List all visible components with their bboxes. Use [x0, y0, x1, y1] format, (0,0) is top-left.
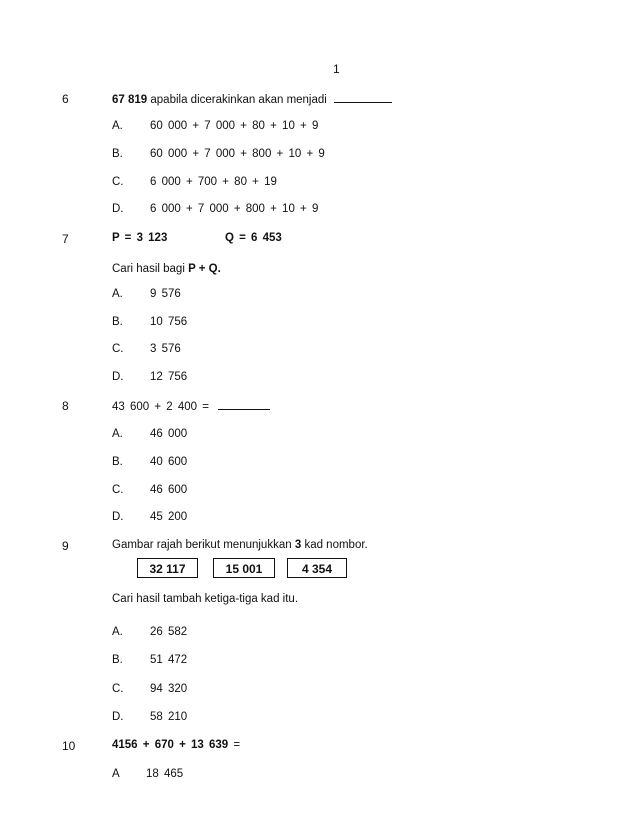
- question-text: kad nombor.: [304, 539, 368, 551]
- question-stem: [112, 399, 270, 413]
- page-number: 1: [333, 62, 340, 76]
- question-number: 10: [62, 739, 76, 753]
- option-label: C.: [112, 683, 124, 695]
- option-value: 58 210: [150, 711, 188, 723]
- question-text: =: [233, 739, 241, 751]
- option-label: C.: [112, 343, 124, 355]
- option-label: D.: [112, 371, 124, 383]
- option-label: A.: [112, 428, 123, 440]
- option-label: A: [112, 768, 120, 780]
- option-value: 94 320: [150, 683, 188, 695]
- option-value: 60 000 + 7 000 + 80 + 10 + 9: [150, 120, 319, 132]
- option-value: 6 000 + 700 + 80 + 19: [150, 176, 277, 188]
- option-label: A.: [112, 626, 123, 638]
- option-label: D.: [112, 203, 124, 215]
- option-value: 18 465: [146, 768, 184, 780]
- option-value: 60 000 + 7 000 + 800 + 10 + 9: [150, 148, 325, 160]
- option-label: B.: [112, 148, 123, 160]
- option-label: D.: [112, 711, 124, 723]
- option-label: B.: [112, 316, 123, 328]
- option-label: A.: [112, 288, 123, 300]
- option-value: 3 576: [150, 343, 181, 355]
- instruction-bold: P + Q.: [188, 263, 221, 275]
- question-stem: [112, 539, 368, 551]
- option-label: B.: [112, 654, 123, 666]
- option-label: D.: [112, 511, 124, 523]
- question-instruction: [112, 263, 221, 275]
- option-value: 51 472: [150, 654, 188, 666]
- answer-blank: [334, 92, 392, 103]
- option-value: 46 600: [150, 484, 188, 496]
- option-value: 26 582: [150, 626, 188, 638]
- question-stem: [112, 92, 392, 106]
- question-number-value: 67 819: [112, 94, 148, 106]
- option-label: A.: [112, 120, 123, 132]
- answer-blank: [218, 399, 270, 410]
- question-text: Gambar rajah berikut menunjukkan: [112, 539, 292, 551]
- option-label: B.: [112, 456, 123, 468]
- question-number: 8: [62, 399, 69, 413]
- question-number: 6: [62, 92, 69, 106]
- option-label: C.: [112, 484, 124, 496]
- q-expression: Q = 6 453: [225, 232, 282, 244]
- question-stem: [112, 739, 240, 751]
- number-card: 4 354: [287, 558, 347, 578]
- option-value: 40 600: [150, 456, 188, 468]
- instruction-text: Cari hasil bagi: [112, 263, 185, 275]
- question-expression: 4156 + 670 + 13 639: [112, 739, 229, 751]
- p-expression: P = 3 123: [112, 232, 168, 244]
- option-value: 10 756: [150, 316, 188, 328]
- option-value: 9 576: [150, 288, 181, 300]
- option-value: 45 200: [150, 511, 188, 523]
- option-label: C.: [112, 176, 124, 188]
- question-instruction: Cari hasil tambah ketiga-tiga kad itu.: [112, 593, 299, 605]
- option-value: 46 000: [150, 428, 188, 440]
- card-count: 3: [294, 539, 302, 551]
- number-card: 15 001: [213, 558, 275, 578]
- question-number: 9: [62, 539, 69, 553]
- question-text: 43 600 + 2 400 =: [112, 401, 209, 413]
- option-value: 12 756: [150, 371, 188, 383]
- number-card: 32 117: [137, 558, 198, 578]
- question-number: 7: [62, 232, 69, 246]
- question-text: apabila dicerakinkan akan menjadi: [150, 94, 327, 106]
- option-value: 6 000 + 7 000 + 800 + 10 + 9: [150, 203, 319, 215]
